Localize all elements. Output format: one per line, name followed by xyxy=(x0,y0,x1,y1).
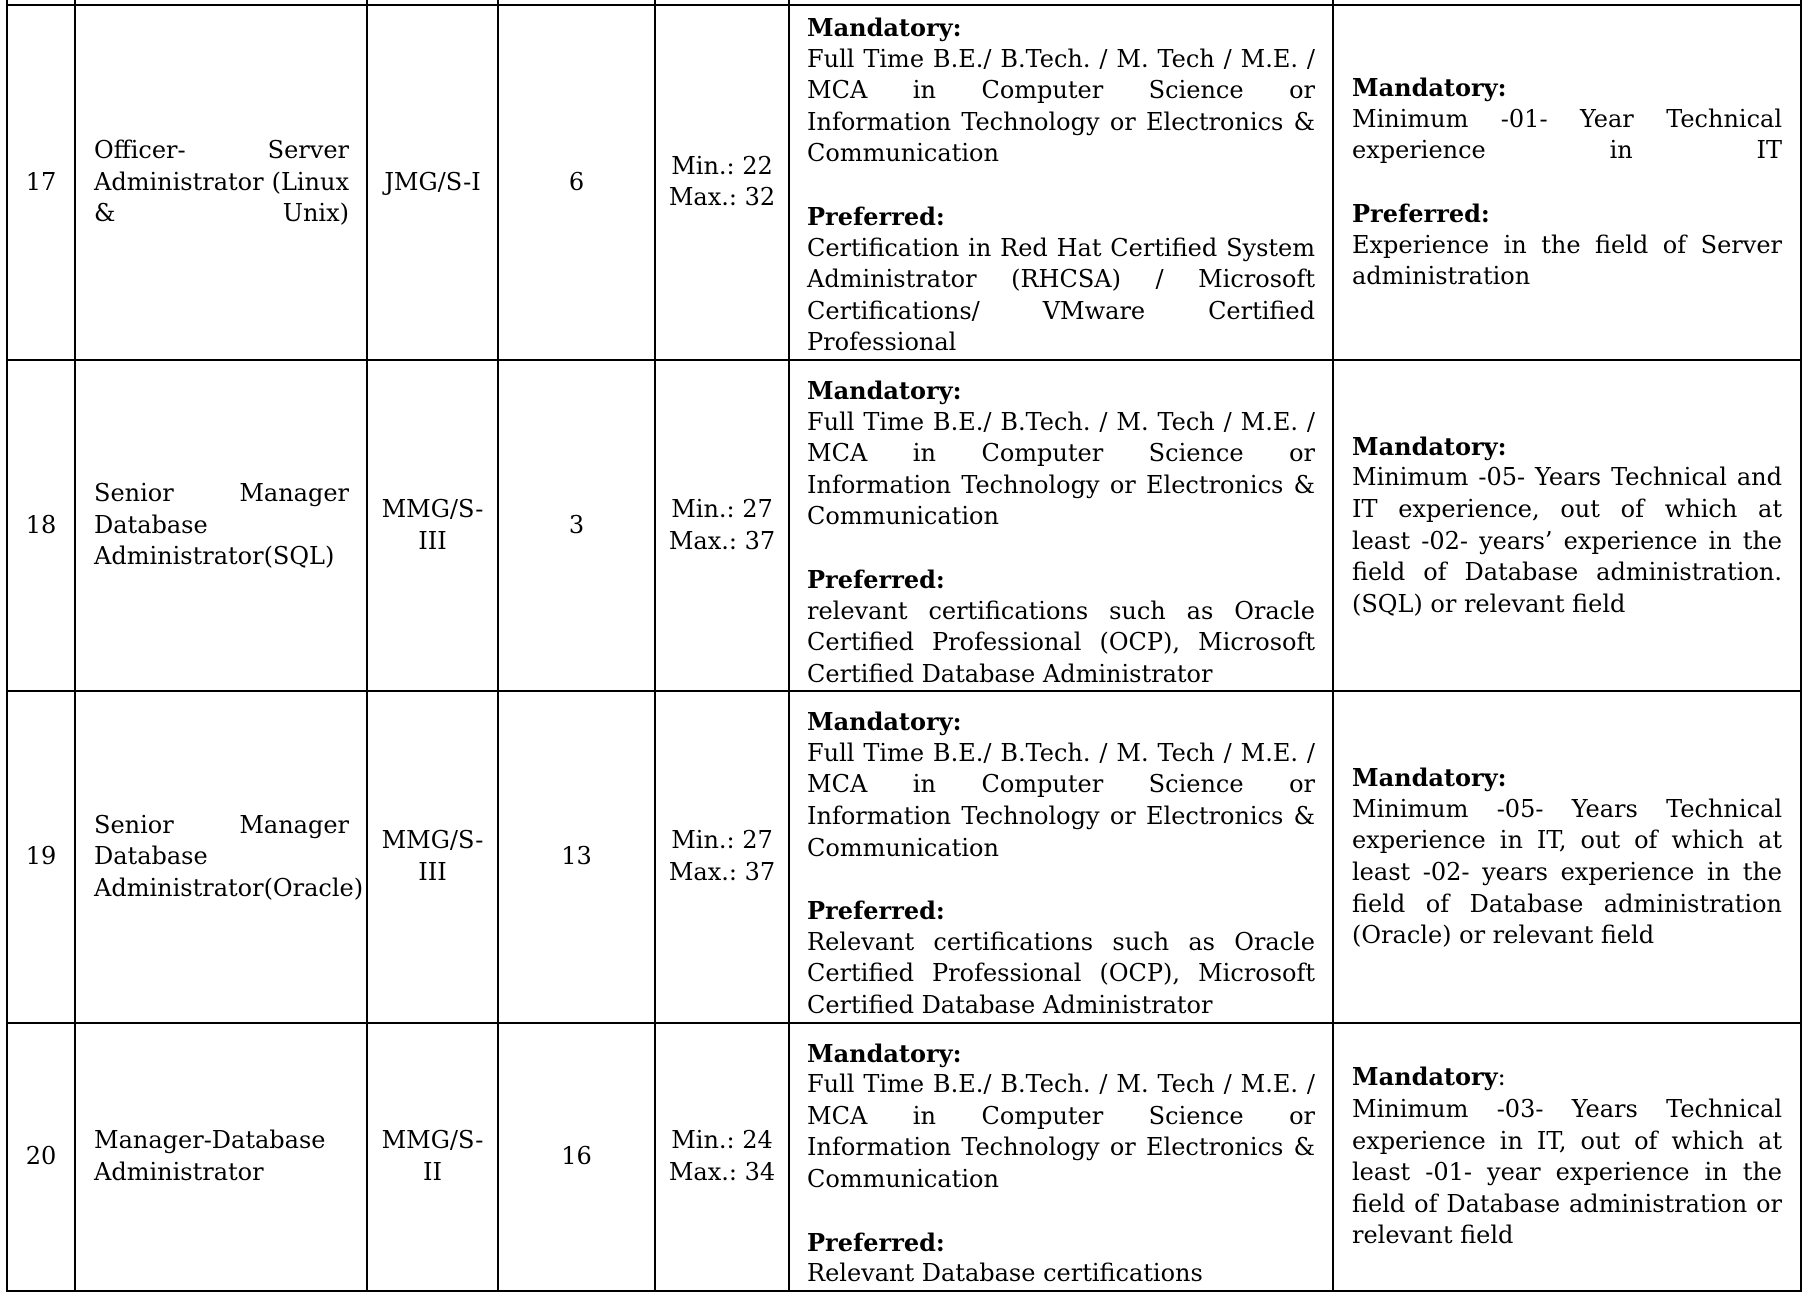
qualification-preferred-label: Preferred: xyxy=(807,201,945,231)
post-name-text: Manager-Database Administrator xyxy=(94,1126,326,1186)
qualification-mandatory-text: Full Time B.E./ B.Tech. / M. Tech / M.E. / MCA in Computer Science or Information Technology or Electronics & Communication xyxy=(807,738,1315,862)
experience-mandatory-label: Mandatory: xyxy=(1352,431,1507,461)
qualification-preferred-text: Relevant certifications such as Oracle Certified Professional (OCP), Microsoft Certified Database Administrator xyxy=(807,927,1315,1020)
experience-mandatory-label: Mandatory xyxy=(1352,1062,1498,1092)
qualification-preferred-label: Preferred: xyxy=(807,1227,945,1257)
experience-mandatory-label: Mandatory: xyxy=(1352,763,1507,793)
qualification xyxy=(789,360,1333,691)
experience-preferred-text: Experience in the field of Server administration xyxy=(1352,230,1782,291)
experience-mandatory-text: Minimum -05- Years Technical and IT experience, out of which at least -02- years’ experience in the field of Database administration.(SQL) or relevant field xyxy=(1352,463,1782,618)
age-max: Max.: 34 xyxy=(668,1157,776,1186)
experience xyxy=(1333,691,1801,1022)
experience-mandatory-colon: : xyxy=(1497,1063,1506,1092)
qualification xyxy=(789,691,1333,1022)
grade: MMG/S-III xyxy=(367,691,498,1022)
age-min: Min.: 27 xyxy=(671,826,773,855)
recruitment-table xyxy=(6,0,1802,1292)
vacancies: 6 xyxy=(498,5,655,360)
experience-mandatory-text: Minimum -03- Years Technical experience in IT, out of which at least -01- year experience in the field of Database administration or relevant field xyxy=(1352,1095,1782,1250)
post-name xyxy=(75,691,367,1022)
table-row xyxy=(7,5,1801,360)
age-min: Min.: 24 xyxy=(671,1126,773,1155)
age-min: Min.: 27 xyxy=(671,495,773,524)
experience xyxy=(1333,5,1801,360)
experience xyxy=(1333,1023,1801,1291)
age-limit xyxy=(655,1023,789,1291)
experience-preferred-label: Preferred: xyxy=(1352,198,1490,228)
qualification xyxy=(789,1023,1333,1291)
age-limit xyxy=(655,360,789,691)
serial-number: 17 xyxy=(7,5,75,360)
recruitment-table-container xyxy=(6,0,1800,1292)
qualification-preferred-text: Relevant Database certifications xyxy=(807,1259,1203,1288)
post-name xyxy=(75,5,367,360)
post-name-text: Senior Manager Database Administrator(SQL) xyxy=(94,479,349,571)
post-name xyxy=(75,360,367,691)
age-max: Max.: 37 xyxy=(668,526,776,555)
qualification-mandatory-text: Full Time B.E./ B.Tech. / M. Tech / M.E. / MCA in Computer Science or Information Technology or Electronics & Communication xyxy=(807,1070,1315,1193)
serial-number: 18 xyxy=(7,360,75,691)
serial-number: 19 xyxy=(7,691,75,1022)
grade: MMG/S-III xyxy=(367,360,498,691)
qualification-mandatory-label: Mandatory: xyxy=(807,13,962,42)
age-limit xyxy=(655,5,789,360)
age-min: Min.: 22 xyxy=(671,151,773,180)
qualification-preferred-label: Preferred: xyxy=(807,564,945,594)
post-name xyxy=(75,1023,367,1291)
table-row xyxy=(7,1023,1801,1291)
table-row xyxy=(7,691,1801,1022)
experience-mandatory-text: Minimum -05- Years Technical experience in IT, out of which at least -02- years experience in the field of Database administration (Oracle) or relevant field xyxy=(1352,794,1782,950)
qualification-mandatory-text: Full Time B.E./ B.Tech. / M. Tech / M.E. / MCA in Computer Science or Information Technology or Electronics & Communication xyxy=(807,44,1315,168)
qualification-preferred-text: Certification in Red Hat Certified System Administrator (RHCSA) / Microsoft Certifications/ VMware Certified Professional xyxy=(807,233,1315,357)
qualification xyxy=(789,5,1333,360)
qualification-mandatory-label: Mandatory: xyxy=(807,375,962,405)
post-name-text: Senior Manager Database Administrator(Oracle) xyxy=(94,810,364,902)
vacancies: 16 xyxy=(498,1023,655,1291)
qualification-mandatory-label: Mandatory: xyxy=(807,1038,962,1068)
qualification-mandatory-label: Mandatory: xyxy=(807,707,962,737)
qualification-mandatory-text: Full Time B.E./ B.Tech. / M. Tech / M.E. / MCA in Computer Science or Information Technology or Electronics & Communication xyxy=(807,407,1315,531)
grade: JMG/S-I xyxy=(367,5,498,360)
experience-mandatory-label: Mandatory: xyxy=(1352,73,1507,103)
age-limit xyxy=(655,691,789,1022)
age-max: Max.: 32 xyxy=(668,183,776,212)
serial-number: 20 xyxy=(7,1023,75,1291)
experience-mandatory-text: Minimum -01- Year Technical experience in IT xyxy=(1352,104,1782,165)
experience xyxy=(1333,360,1801,691)
post-name-text: Officer- Server Administrator (Linux & Unix) xyxy=(94,136,349,228)
qualification-preferred-text: relevant certifications such as Oracle Certified Professional (OCP), Microsoft Certified Database Administrator xyxy=(807,596,1315,688)
vacancies: 13 xyxy=(498,691,655,1022)
qualification-preferred-label: Preferred: xyxy=(807,896,945,926)
grade: MMG/S-II xyxy=(367,1023,498,1291)
age-max: Max.: 37 xyxy=(668,857,776,886)
vacancies: 3 xyxy=(498,360,655,691)
table-row xyxy=(7,360,1801,691)
